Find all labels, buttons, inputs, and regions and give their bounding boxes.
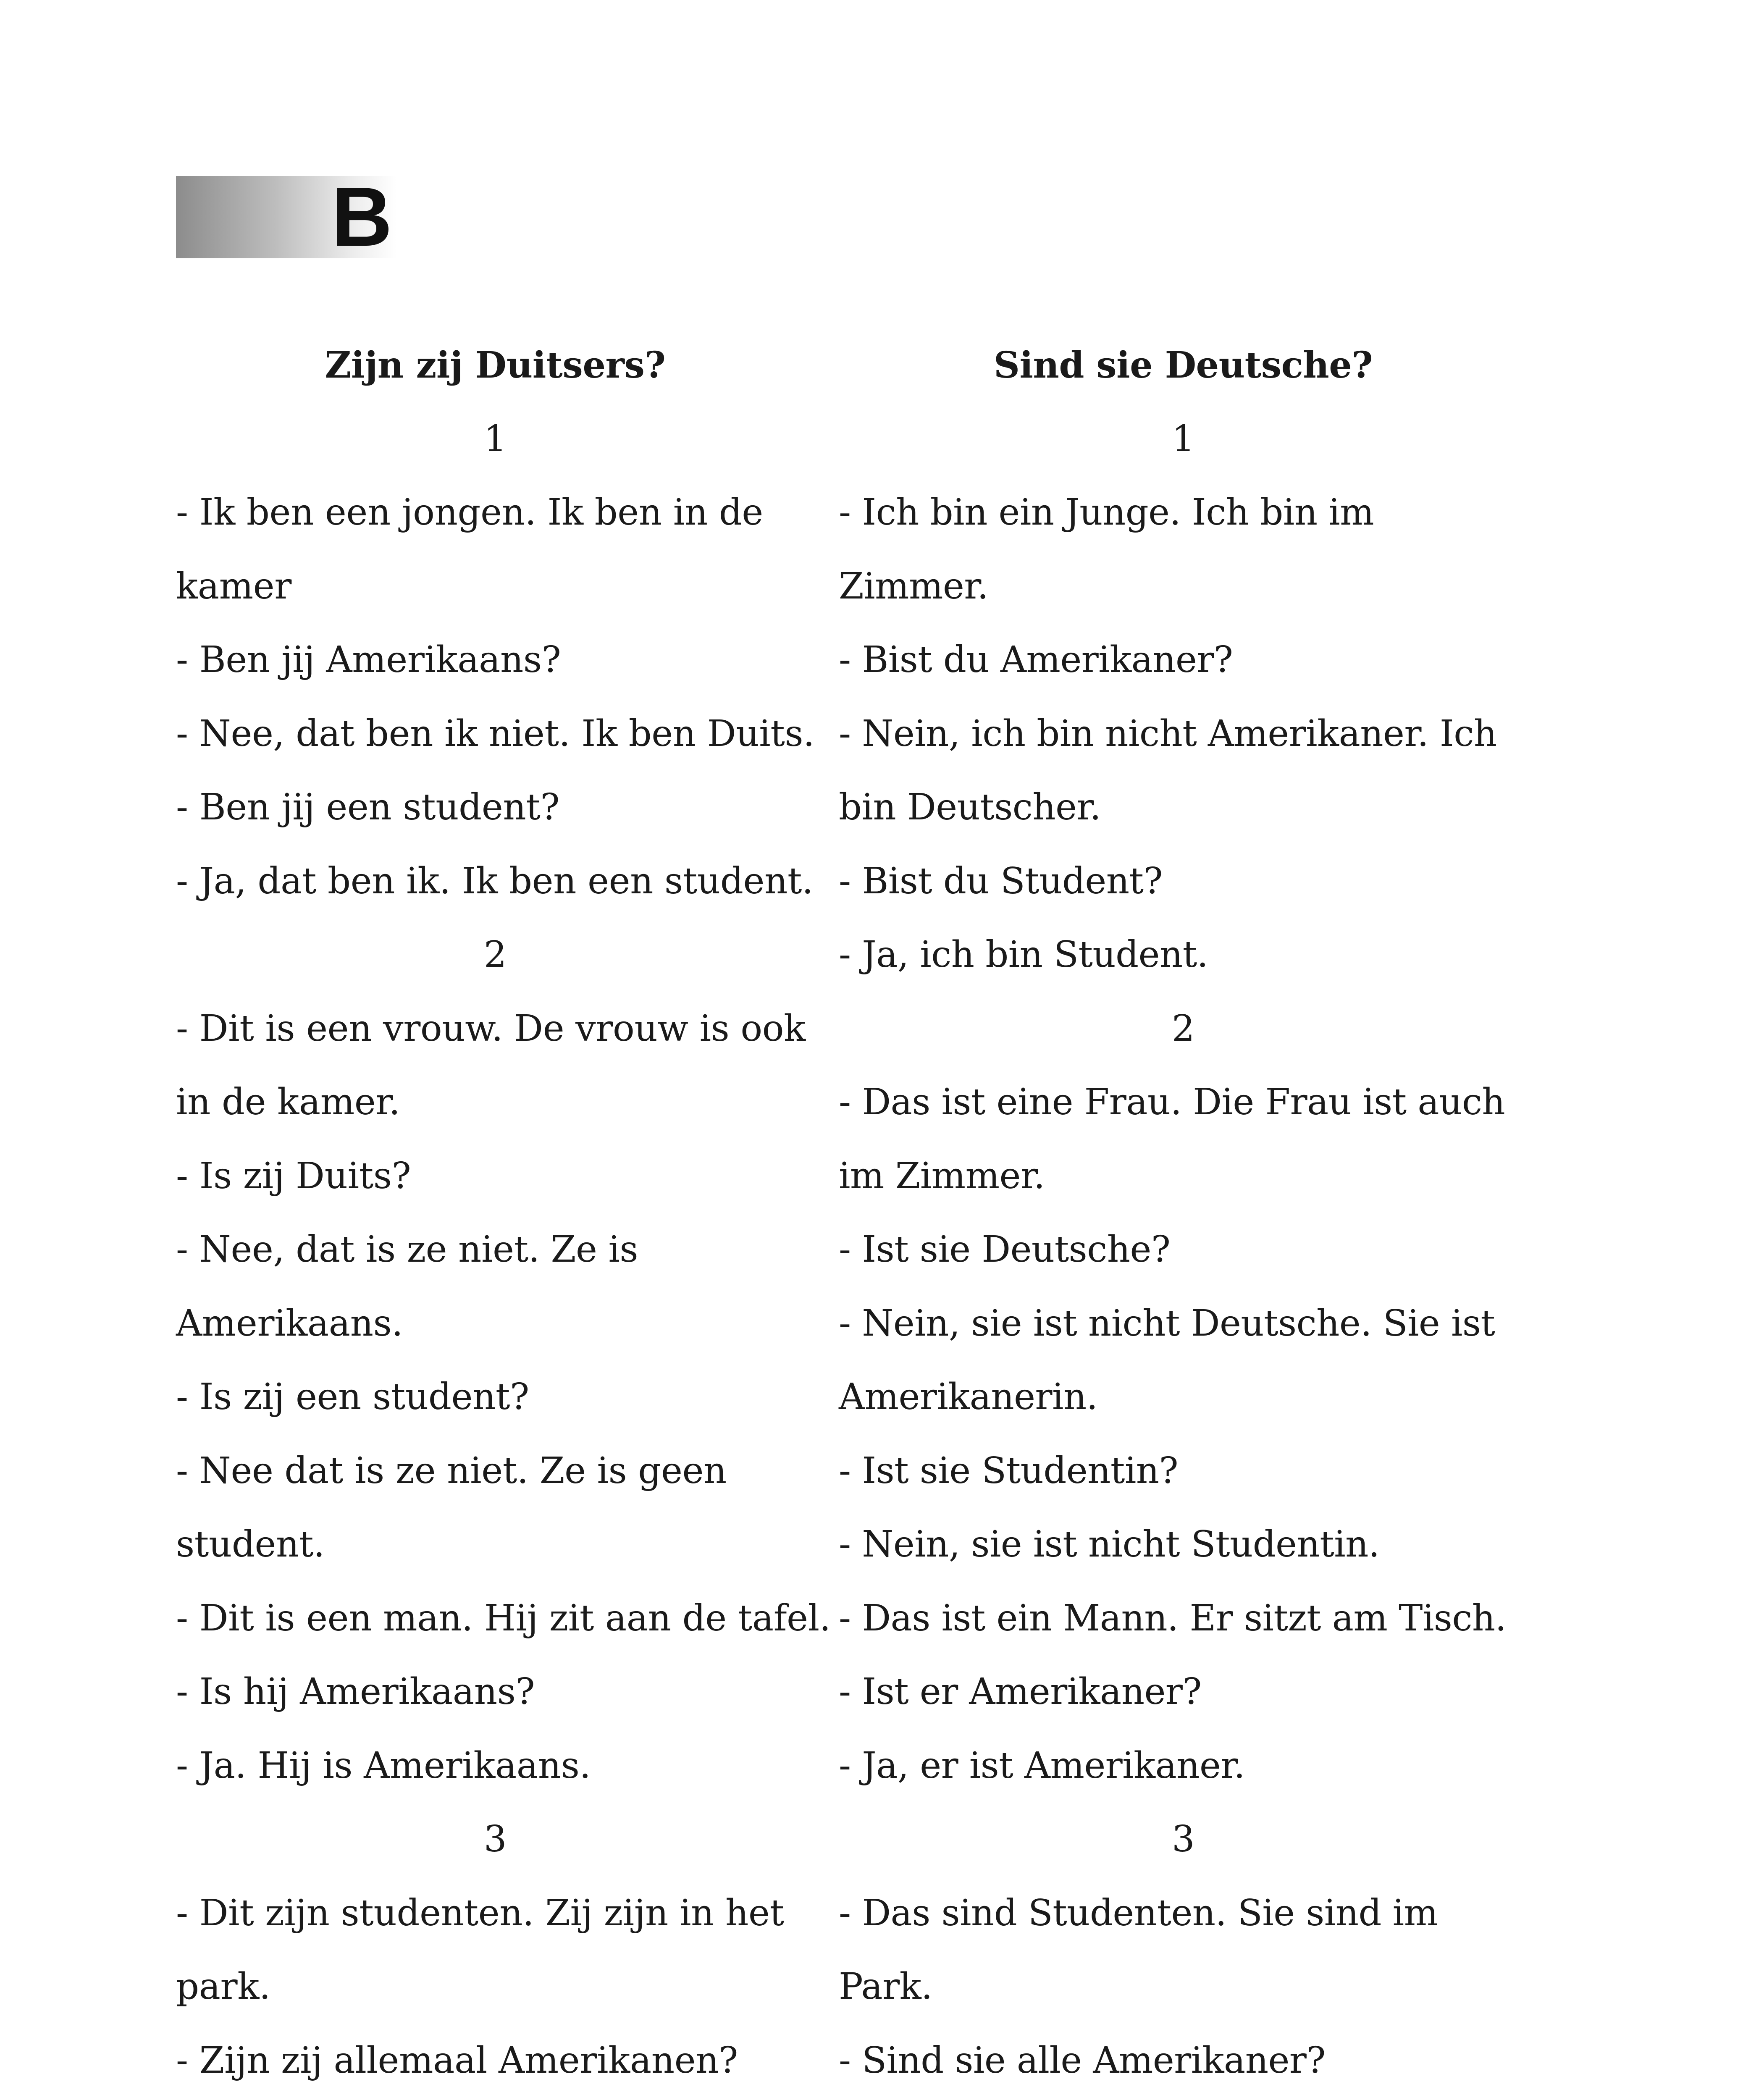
german-dialogue-line: - Nein, sie ist nicht Studentin. — [839, 1523, 1380, 1565]
german-dialogue-line: - Nein, ich bin nicht Amerikaner. Ich — [839, 712, 1497, 755]
dutch-dialogue-line: - Ja, dat ben ik. Ik ben een student. — [176, 860, 814, 902]
dutch-dialogue-line: student. — [176, 1523, 325, 1565]
german-dialogue-line: - Ja, er ist Amerikaner. — [839, 1744, 1245, 1787]
dutch-dialogue-line: - Dit is een vrouw. De vrouw is ook — [176, 1007, 806, 1050]
german-dialogue-line: - Das sind Studenten. Sie sind im — [839, 1892, 1438, 1934]
dutch-title: Zijn zij Duitsers? — [325, 344, 666, 386]
german-dialogue-line: - Ja, ich bin Student. — [839, 934, 1208, 976]
dutch-section-number: 2 — [483, 934, 507, 976]
dutch-dialogue-line: kamer — [176, 565, 291, 607]
german-column — [839, 328, 1528, 2100]
german-dialogue-line: - Ist sie Studentin? — [839, 1449, 1179, 1492]
dutch-dialogue — [176, 402, 831, 2100]
dutch-dialogue-line: - Nee, dat ben ik niet. Ik ben Duits. — [176, 712, 815, 755]
dutch-dialogue-line: - Zijn zij allemaal Amerikanen? — [176, 2039, 738, 2082]
dutch-dialogue-line: - Nee dat is ze niet. Ze is geen — [176, 1449, 727, 1492]
dutch-dialogue-line: - Dit is een man. Hij zit aan de tafel. — [176, 1597, 831, 1639]
german-section-number: 1 — [1171, 417, 1195, 460]
section-letter: B — [331, 170, 392, 264]
dutch-dialogue-line: - Ben jij een student? — [176, 786, 560, 828]
german-dialogue-line: - Sind sie alle Amerikaner? — [839, 2039, 1326, 2082]
german-dialogue-line: - Nein, sie ist nicht Deutsche. Sie ist — [839, 1302, 1495, 1344]
german-dialogue-line: - Ist er Amerikaner? — [839, 1671, 1202, 1713]
dutch-dialogue-line: - Ja. Hij is Amerikaans. — [176, 1744, 591, 1787]
german-section-number: 3 — [1171, 1818, 1195, 1860]
german-dialogue-line: Zimmer. — [839, 565, 989, 607]
dutch-dialogue-line: - Dit zijn studenten. Zij zijn in het — [176, 1892, 784, 1934]
german-dialogue-line: - Das ist eine Frau. Die Frau ist auch — [839, 1081, 1505, 1123]
dutch-dialogue-line: park. — [176, 1966, 270, 2008]
dutch-dialogue-line: Amerikaans. — [176, 1302, 403, 1344]
german-dialogue-line: - Das ist ein Mann. Er sitzt am Tisch. — [839, 1597, 1507, 1639]
german-dialogue — [839, 402, 1528, 2100]
dutch-dialogue-line: - Is zij Duits? — [176, 1155, 411, 1197]
section-badge — [176, 170, 396, 264]
german-title: Sind sie Deutsche? — [993, 344, 1373, 386]
dutch-dialogue-line: in de kamer. — [176, 1081, 400, 1123]
german-dialogue-line: - Bist du Student? — [839, 860, 1163, 902]
german-dialogue-line: im Zimmer. — [839, 1155, 1045, 1197]
dutch-section-number: 3 — [483, 1818, 507, 1860]
german-dialogue-line: Park. — [839, 1966, 932, 2008]
german-dialogue-line — [839, 2097, 1528, 2100]
dutch-dialogue-line: - Nee, dat is ze niet. Ze is — [176, 1228, 638, 1270]
german-section-number: 2 — [1171, 1007, 1195, 1050]
dutch-dialogue-line: - Ben jij Amerikaans? — [176, 639, 561, 681]
german-dialogue-line: bin Deutscher. — [839, 786, 1101, 828]
dutch-dialogue-line: - Is hij Amerikaans? — [176, 1671, 535, 1713]
german-dialogue-line: - Bist du Amerikaner? — [839, 639, 1233, 681]
dutch-section-number: 1 — [483, 417, 507, 460]
german-dialogue-line: Amerikanerin. — [839, 1376, 1098, 1418]
german-dialogue-line: - Ist sie Deutsche? — [839, 1228, 1171, 1270]
dutch-column — [176, 328, 831, 2100]
german-dialogue-line: - Ich bin ein Junge. Ich bin im — [839, 491, 1374, 533]
dutch-dialogue-line — [176, 2097, 814, 2100]
dutch-dialogue-line: - Ik ben een jongen. Ik ben in de — [176, 491, 763, 533]
dutch-dialogue-line: - Is zij een student? — [176, 1376, 529, 1418]
